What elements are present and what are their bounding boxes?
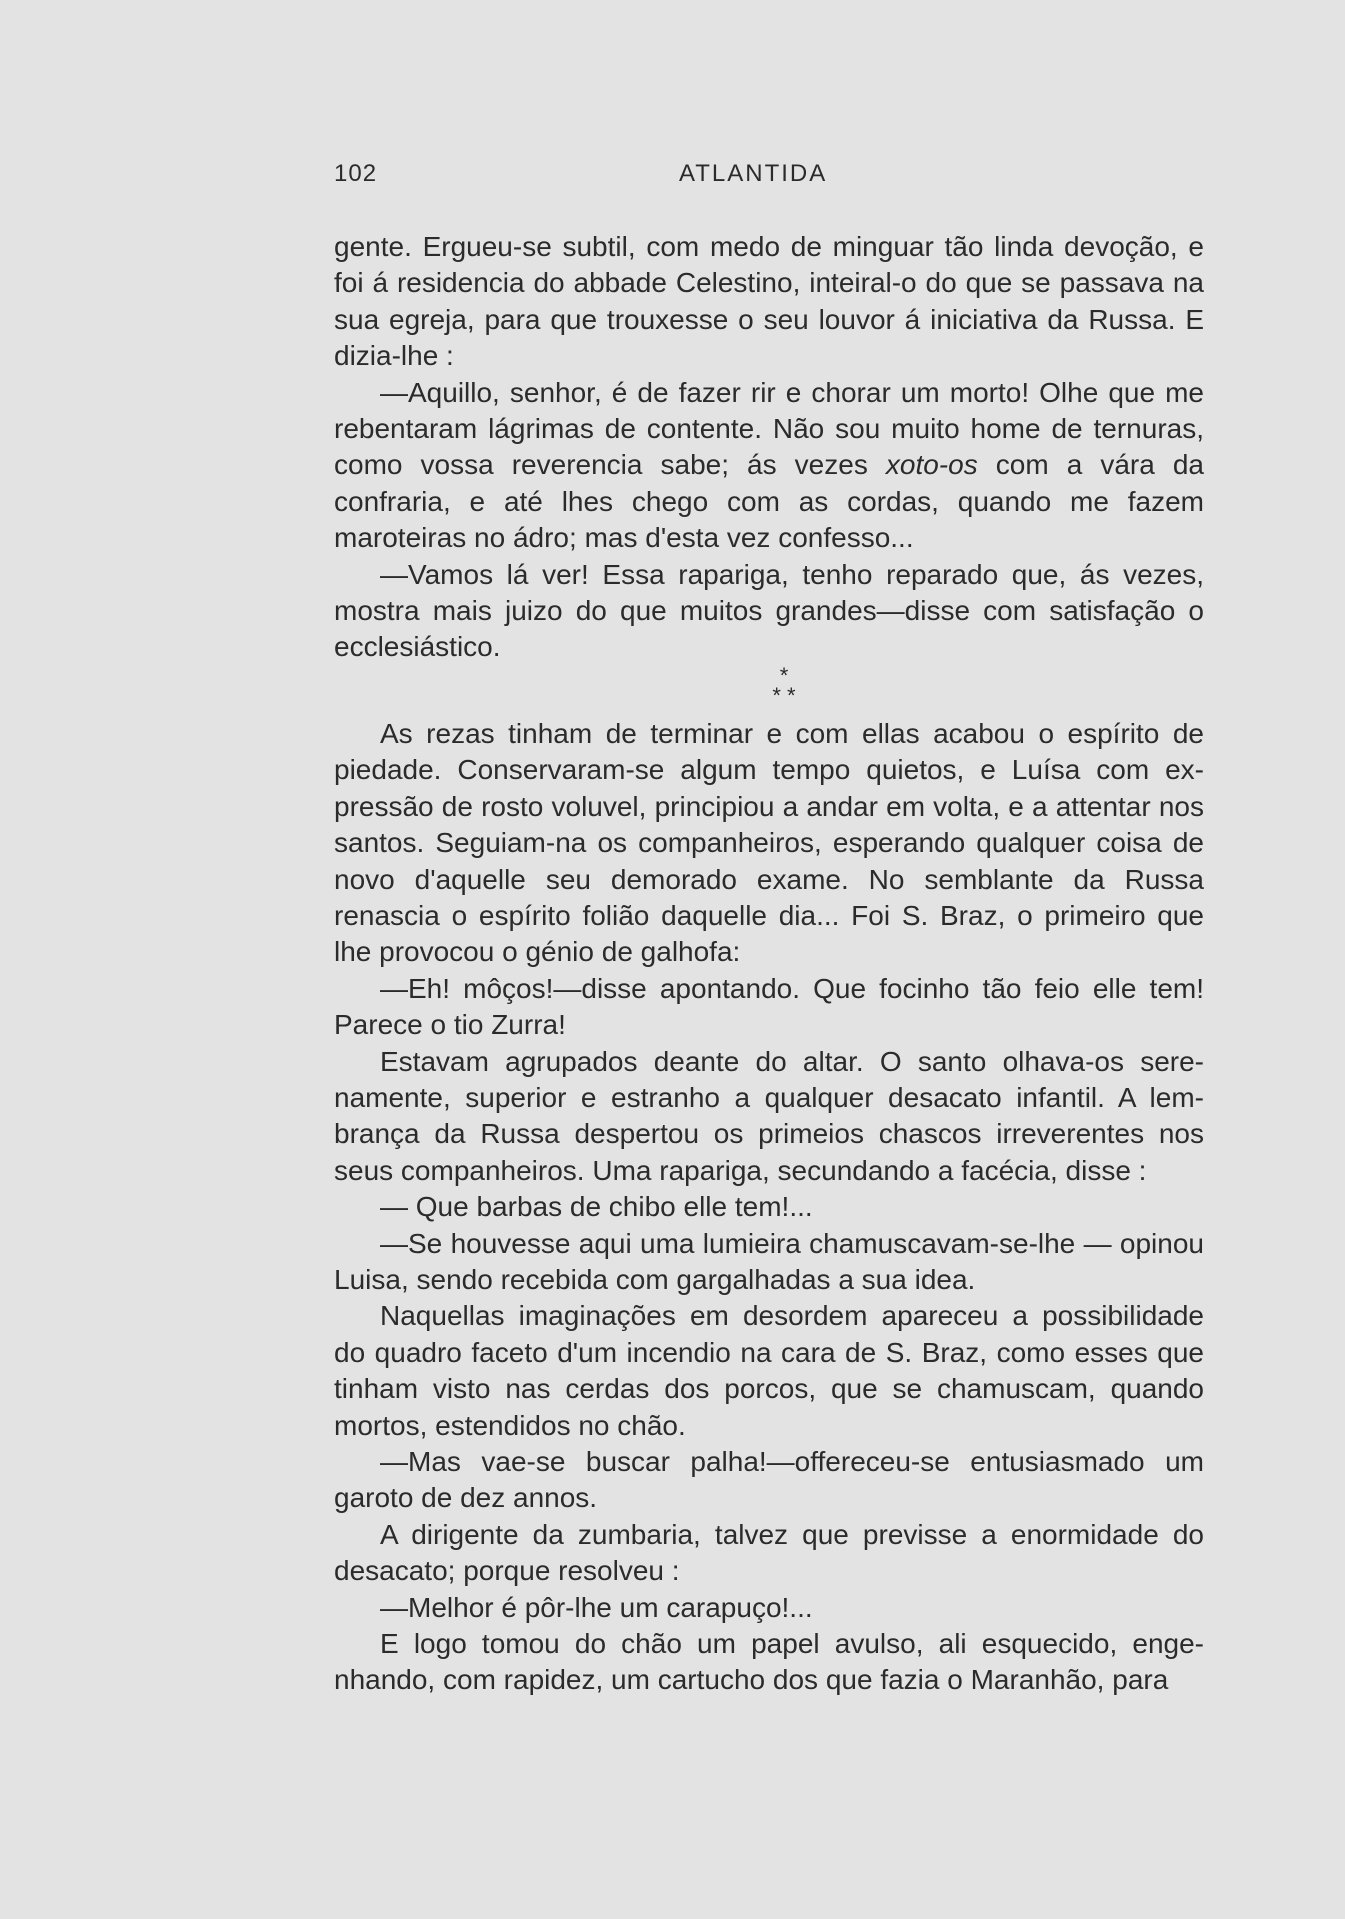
dialogue-paragraph: —Se houvesse aqui uma lumieira chamuscavam-se-lhe — opinou Luisa, sendo recebida com gargalhadas a sua idea. — [334, 1227, 1204, 1295]
dialogue-paragraph: —Eh! môços!—disse apontando. Que focinho tão feio elle tem! Parece o tio Zurra! — [334, 972, 1204, 1041]
dialogue-paragraph — [334, 375, 1204, 557]
paragraph-text: com a vára da confraria, e até lhes chego com as cordas, quando me fazem maroteiras no ádro; mas d'esta vez confesso... — [334, 449, 1204, 554]
paragraph-text: —Aquillo, senhor, é de fazer rir e chorar um morto! Olhe que me rebentaram lágrimas de contente. Não sou muito home de ternuras, como vossa reverencia sabe; ás vezes — [334, 376, 1204, 481]
dialogue-paragraph — [334, 557, 1204, 666]
paragraph: A dirigente da zumbaria, talvez que previsse a enormidade do desacato; porque resolveu : — [334, 1518, 1204, 1587]
paragraph: E logo tomou do chão um papel avulso, ali esquecido, engenhando, com rapidez, um cartucho dos que fazia o Maranhão, para — [334, 1628, 1204, 1696]
asterism-top: * — [779, 662, 789, 688]
body-text — [334, 229, 1204, 1699]
section-break-asterism — [334, 662, 1204, 716]
paragraph: As rezas tinham de terminar e com ellas acabou o espírito de piedade. Conservaram-se algum tempo quietos, e Luísa com expressão de rosto voluvel, principiou a andar em volta, e a attentar nos santos. Seguiam-na os companheiros, esperando qualquer coisa de novo d'aquelle seu demorado exame. No semblante da Russa renascia o espírito folião daquelle dia... Foi S. Braz, o primeiro que lhe provocou o génio de galhofa: — [334, 717, 1204, 968]
dialogue-paragraph: — Que barbas de chibo elle tem!... — [380, 1191, 813, 1223]
running-title: ATLANTIDA — [679, 160, 828, 187]
italic-word: xoto-os — [885, 449, 978, 481]
paragraph-text: —Vamos lá ver! Essa rapariga, tenho reparado que, ás vezes, mostra mais juizo do que muitos grandes—disse com satisfação o ecclesiástico. — [334, 558, 1204, 663]
paragraph-text: gente. Ergueu-se subtil, com medo de minguar tão linda devoção, e foi á residencia do abbade Celestino, inteiral-o do que se passava na sua egreja, para que trouxesse o seu louvor á iniciativa da Russa. E dizia-lhe : — [334, 231, 1204, 372]
asterism-bottom: * * — [772, 682, 796, 708]
running-head — [334, 160, 1204, 194]
paragraph: Estavam agrupados deante do altar. O santo olhava-os serenamente, superior e estranho a qualquer desacato infantil. A lembrança da Russa despertou os primeios chascos irreverentes nos seus companheiros. Uma rapariga, secundando a facécia, disse : — [334, 1045, 1204, 1186]
dialogue-paragraph: —Melhor é pôr-lhe um carapuço!... — [380, 1591, 813, 1623]
page-number: 102 — [334, 160, 378, 187]
dialogue-paragraph: —Mas vae-se buscar palha!—offereceu-se entusiasmado um garoto de dez annos. — [334, 1446, 1204, 1514]
paragraph — [334, 229, 1204, 375]
paragraph: Naquellas imaginações em desordem apareceu a possibilidade do quadro faceto d'um incendio na cara de S. Braz, como esses que tinham visto nas cerdas dos porcos, que se chamuscam, quando mortos, estendidos no chão. — [334, 1300, 1204, 1441]
